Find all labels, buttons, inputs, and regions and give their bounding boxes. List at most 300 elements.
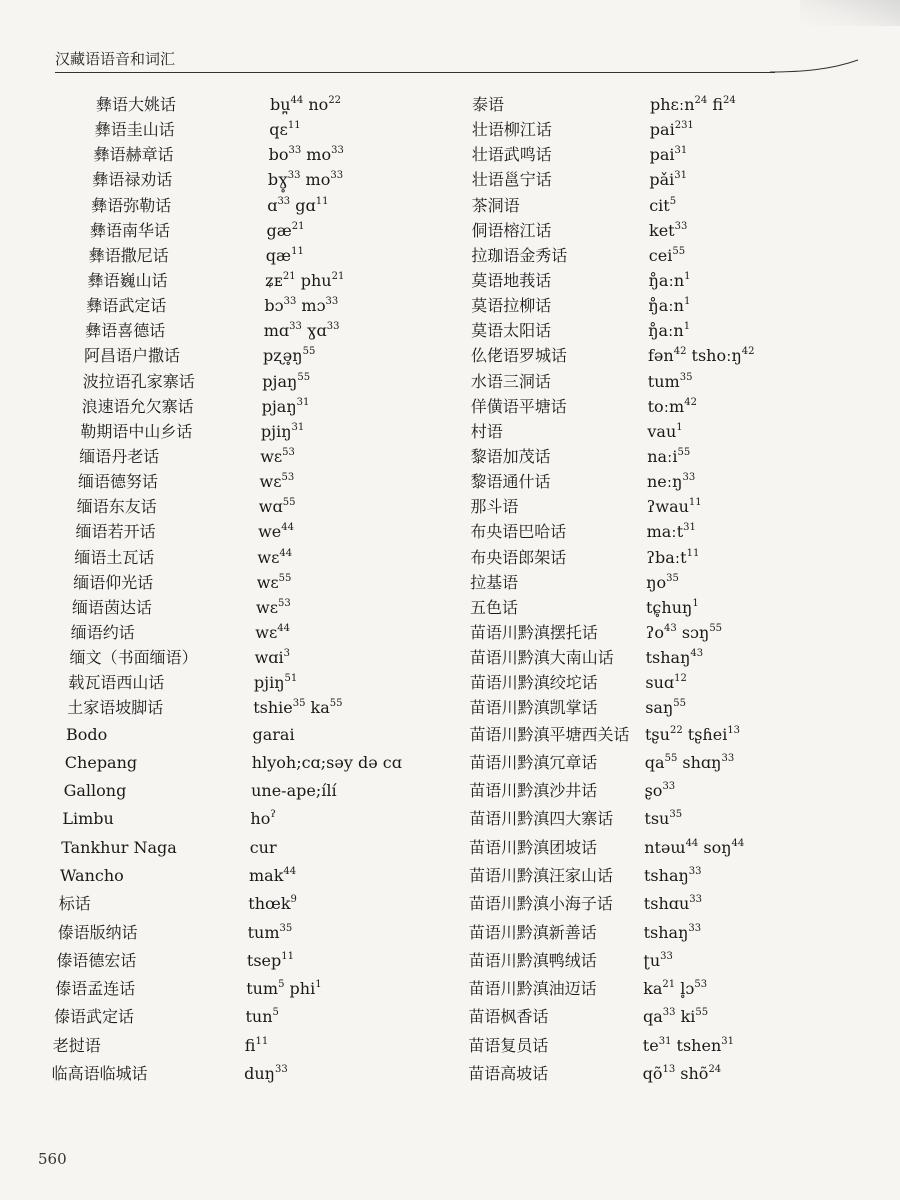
entry-row (468, 318, 888, 343)
syllable: hlyoh;cɑ;səy də cɑ (251, 752, 402, 772)
syllable: tʂɦei (682, 724, 728, 744)
language-name: 苗语川黔滇绞坨话 (469, 673, 598, 693)
phonetic-form (648, 369, 693, 394)
entry-row (468, 117, 888, 142)
language-name: 拉基语 (470, 572, 519, 592)
language-name: 彝语巍山话 (87, 270, 168, 290)
phonetic-form (269, 142, 344, 167)
entry-row (468, 545, 888, 570)
tone-mark: 33 (274, 1064, 288, 1076)
tone-mark: 35 (279, 922, 293, 934)
syllable: tshaŋ (643, 922, 689, 942)
entry-row (468, 570, 888, 595)
entry-row (0, 545, 460, 570)
language-name: 缅语仰光话 (73, 572, 154, 592)
entry-row (468, 862, 888, 890)
phonetic-form (266, 243, 304, 268)
syllable: tshaŋ (645, 648, 691, 668)
syllable: ŋ̊aːn (648, 270, 685, 290)
tone-mark: 42 (684, 396, 697, 408)
tone-mark: 1 (315, 979, 322, 991)
entry-row (0, 469, 460, 494)
phonetic-form (257, 545, 292, 570)
tone-mark: 11 (291, 245, 304, 257)
tone-mark: 21 (662, 979, 676, 991)
syllable: fən (648, 346, 674, 366)
language-name: 莫语地莪话 (471, 270, 552, 290)
phonetic-form (646, 570, 679, 595)
tone-mark: 11 (281, 950, 294, 962)
phonetic-form (250, 834, 277, 862)
phonetic-form (262, 369, 310, 394)
tone-mark: 33 (682, 472, 696, 484)
tone-mark: 33 (688, 922, 702, 934)
tone-mark: 44 (281, 522, 294, 534)
entry-row (0, 318, 460, 343)
entry-row (0, 167, 460, 192)
entry-row (468, 890, 888, 918)
phonetic-form (647, 519, 696, 544)
syllable: tshɑu (643, 894, 690, 914)
phonetic-form (255, 620, 290, 645)
tone-mark: 22 (328, 95, 342, 106)
syllable: tshoːŋ (686, 346, 742, 366)
syllable: sɔŋ (676, 622, 710, 642)
entry-row (0, 394, 460, 419)
language-name: 村语 (470, 421, 503, 441)
phonetic-form (262, 394, 310, 419)
entry-row (0, 343, 460, 368)
language-name: 水语三洞话 (470, 371, 551, 391)
phonetic-form (646, 645, 704, 670)
syllable: tum (647, 371, 680, 391)
entry-row (468, 1003, 888, 1031)
phonetic-form (270, 92, 341, 117)
language-name: 彝语武定话 (86, 296, 167, 316)
syllable: ʔo (645, 622, 665, 642)
tone-mark: 33 (283, 296, 297, 308)
syllable: ntəɯ (644, 837, 686, 857)
tone-mark: 12 (674, 673, 687, 685)
entry-row (0, 243, 460, 268)
entry-row (0, 862, 460, 890)
language-name: 临高语临城话 (51, 1064, 148, 1084)
syllable: tshie (253, 698, 293, 718)
syllable: shõ (675, 1064, 709, 1084)
language-name: 老挝语 (52, 1035, 101, 1055)
tone-mark: 1 (676, 421, 683, 433)
entry-row (468, 293, 888, 318)
phonetic-form (256, 595, 291, 620)
tone-mark: 11 (686, 547, 700, 559)
language-name: 佯僙语平塘话 (470, 396, 567, 416)
phonetic-form (643, 1060, 722, 1088)
phonetic-form (643, 947, 672, 975)
phonetic-form (644, 919, 702, 947)
tone-mark: 42 (741, 346, 755, 358)
language-name: 侗语榕江话 (471, 220, 552, 240)
syllable: ɑ (267, 195, 278, 215)
tone-mark: 33 (674, 220, 688, 232)
syllable: wɑi (254, 648, 284, 668)
phonetic-form (644, 805, 682, 833)
language-name: 苗语川黔滇四大寨话 (469, 809, 614, 829)
tone-mark: 33 (662, 781, 676, 793)
tone-mark: 231 (674, 120, 694, 132)
language-name: 波拉语孔家寨话 (82, 371, 195, 391)
phonetic-form (252, 749, 402, 777)
language-name: 拉珈语金秀话 (471, 245, 568, 265)
entry-row (0, 92, 460, 117)
phonetic-form (643, 1003, 708, 1031)
phonetic-form (650, 92, 736, 117)
tone-mark: 53 (694, 979, 708, 991)
tone-mark: 43 (664, 622, 677, 634)
tone-mark: 31 (674, 170, 688, 182)
tone-mark: 44 (283, 866, 297, 877)
syllable: gæ (266, 220, 292, 240)
tone-mark: 1 (692, 597, 699, 609)
phonetic-form (650, 142, 688, 167)
tone-mark: 55 (278, 572, 292, 584)
tone-mark: 55 (673, 698, 686, 710)
right-column (468, 92, 888, 1088)
phonetic-form (245, 1032, 268, 1060)
language-name: 苗语川黔滇沙井话 (469, 781, 598, 801)
phonetic-form (259, 494, 296, 519)
entry-row (468, 343, 888, 368)
entry-row (468, 268, 888, 293)
tone-mark: 11 (688, 497, 702, 509)
tone-mark: 21 (331, 270, 345, 282)
tone-mark: 33 (326, 321, 340, 333)
language-name: 黎语加茂话 (470, 446, 551, 466)
language-name: 苗语川黔滇鸭绒话 (468, 950, 597, 970)
language-name: 傣语武定话 (54, 1007, 135, 1027)
syllable: fi (244, 1035, 256, 1055)
language-name: Chepang (64, 752, 138, 772)
tone-mark: 44 (277, 622, 291, 634)
phonetic-form (646, 620, 722, 645)
entry-row (468, 695, 888, 720)
language-name: 苗语枫香话 (468, 1007, 549, 1027)
phonetic-form (645, 695, 686, 720)
language-name: 莫语太阳话 (471, 321, 552, 341)
syllable: tshaŋ (644, 866, 689, 885)
syllable: pai (649, 120, 675, 140)
syllable: bo (268, 145, 289, 165)
entry-row (0, 805, 460, 833)
language-name: 彝语南华话 (90, 220, 171, 240)
tone-mark: 24 (694, 95, 708, 106)
phonetic-form (247, 947, 294, 975)
syllable: tsu (644, 809, 670, 829)
phonetic-form (647, 444, 690, 469)
syllable: pǎi (649, 170, 675, 190)
syllable: garai (252, 724, 295, 744)
entry-row (0, 419, 460, 444)
language-name: 苗语川黔滇冗章话 (469, 752, 598, 772)
phonetic-form (646, 545, 699, 570)
syllable: duŋ (244, 1064, 275, 1084)
entry-row (468, 721, 888, 749)
syllable: ka (305, 698, 330, 718)
syllable: toːm (647, 396, 685, 416)
language-name: 阿昌语户撒话 (84, 346, 181, 366)
phonetic-form (254, 670, 297, 695)
phonetic-form (261, 419, 304, 444)
phonetic-form (267, 218, 305, 243)
language-name: 浪速语允欠寨话 (81, 396, 194, 416)
syllable: pjaŋ (262, 371, 298, 391)
syllable: neːŋ (647, 472, 683, 492)
syllable: maːt (646, 522, 684, 542)
phonetic-form (260, 469, 295, 494)
entry-row (0, 293, 460, 318)
entry-row (468, 947, 888, 975)
syllable: fi (707, 95, 724, 114)
tone-mark: 35 (292, 698, 306, 710)
phonetic-form (648, 343, 755, 368)
tone-mark: 5 (272, 1007, 279, 1019)
language-name: 泰语 (472, 95, 505, 114)
running-header (55, 44, 795, 74)
tone-mark: 44 (731, 837, 745, 849)
entry-row (0, 142, 460, 167)
entry-row (468, 494, 888, 519)
tone-mark: 11 (315, 195, 329, 207)
language-name: 苗语复员话 (468, 1035, 549, 1055)
entry-row (0, 570, 460, 595)
tone-mark: ʔ (270, 809, 276, 821)
syllable: mɔ (296, 296, 326, 316)
tone-mark: 42 (673, 346, 687, 358)
syllable: wɛ (260, 446, 283, 466)
entry-row (468, 167, 888, 192)
syllable: wɛ (257, 547, 280, 567)
syllable: une-ape;ílí (251, 781, 337, 801)
syllable: pjaŋ (261, 396, 297, 416)
phonetic-form (649, 268, 691, 293)
phonetic-form (269, 117, 300, 142)
tone-mark: 21 (282, 270, 296, 282)
tone-mark: 44 (685, 837, 699, 849)
entry-row (0, 695, 460, 720)
language-name: 五色话 (470, 597, 519, 617)
tone-mark: 13 (662, 1064, 676, 1076)
phonetic-form (257, 570, 292, 595)
tone-mark: 1 (683, 321, 691, 333)
entry-row (468, 975, 888, 1003)
tone-mark: 55 (282, 497, 296, 509)
syllable: soŋ (698, 837, 732, 857)
syllable: thœk (248, 894, 291, 914)
syllable: bɣ̥ (267, 170, 288, 190)
phonetic-form (255, 645, 290, 670)
language-name: 苗语川黔滇汪家山话 (469, 866, 614, 885)
tone-mark: 11 (287, 120, 301, 132)
tone-mark: 24 (708, 1064, 722, 1076)
tone-mark: 55 (297, 371, 311, 383)
entry-row (468, 243, 888, 268)
syllable: wɛ (259, 472, 282, 492)
entry-row (0, 890, 460, 918)
phonetic-form (648, 318, 690, 343)
entry-row (0, 1060, 460, 1088)
language-name: 苗语川黔滇摆托话 (469, 622, 598, 642)
entry-row (468, 142, 888, 167)
syllable: phɛːn (650, 95, 695, 114)
tone-mark: 35 (679, 371, 693, 383)
syllable: ʔbaːt (646, 547, 687, 567)
tone-mark: 55 (664, 752, 678, 764)
tone-mark: 55 (329, 698, 343, 710)
phonetic-form (643, 975, 707, 1003)
language-name: 苗语川黔滇大南山话 (469, 648, 614, 668)
syllable: te (642, 1035, 659, 1055)
syllable: pai (649, 145, 675, 165)
tone-mark: 31 (291, 421, 305, 433)
entry-row (468, 805, 888, 833)
syllable: ʔwau (646, 497, 689, 517)
syllable: no (303, 95, 329, 114)
tone-mark: 22 (669, 724, 683, 736)
entry-row (468, 595, 888, 620)
syllable: tsep (246, 950, 282, 970)
tone-mark: 13 (727, 724, 741, 736)
language-name: 莫语拉柳话 (471, 296, 552, 316)
phonetic-form (647, 469, 695, 494)
phonetic-form (648, 394, 697, 419)
phonetic-form (250, 805, 275, 833)
tone-mark: 1 (683, 296, 691, 308)
phonetic-form (645, 670, 687, 695)
phonetic-form (645, 777, 676, 805)
language-name: 苗语高坡话 (468, 1064, 549, 1084)
language-name: 彝语大姚话 (96, 95, 177, 114)
phonetic-form (253, 721, 295, 749)
entry-row (468, 645, 888, 670)
syllable: qa (643, 1007, 663, 1027)
language-name: 壮语柳江话 (471, 120, 552, 140)
phonetic-form (649, 243, 685, 268)
syllable: wɛ (255, 622, 278, 642)
syllable: ho (250, 809, 271, 829)
tone-mark: 31 (658, 1035, 672, 1047)
phonetic-form (267, 193, 328, 218)
language-name: 缅语若开话 (75, 522, 156, 542)
entry-row (0, 919, 460, 947)
tone-mark: 35 (666, 572, 679, 584)
entry-row (468, 670, 888, 695)
entry-row (0, 620, 460, 645)
language-name: 苗语川黔滇新善话 (468, 922, 597, 942)
language-name: Gallong (63, 781, 127, 801)
syllable: cur (249, 837, 277, 857)
language-name: 彝语弥勒话 (91, 195, 172, 215)
language-name: Bodo (66, 724, 108, 744)
entry-row (0, 444, 460, 469)
language-name: 缅文（书面缅语） (69, 648, 198, 668)
phonetic-form (264, 318, 340, 343)
language-name: 壮语邕宁话 (471, 170, 552, 190)
page-corner-shadow (800, 0, 900, 26)
syllable: cei (648, 245, 673, 265)
syllable: ʂo (644, 781, 663, 801)
syllable: qæ (265, 245, 292, 265)
language-name: 傣语德宏话 (56, 950, 137, 970)
syllable: ŋo (646, 572, 667, 592)
phonetic-form (263, 343, 315, 368)
language-name: 黎语通什话 (470, 472, 551, 492)
entry-row (0, 1003, 460, 1031)
phonetic-form (260, 444, 295, 469)
phonetic-form (248, 919, 293, 947)
language-name: 缅语东友话 (76, 497, 157, 517)
phonetic-form (649, 218, 687, 243)
phonetic-form (646, 595, 699, 620)
header-rule-curve (770, 58, 860, 80)
language-name: Tankhur Naga (61, 837, 177, 857)
language-name: 傣语孟连话 (55, 979, 136, 999)
tone-mark: 5 (669, 195, 677, 207)
syllable: mak (249, 866, 284, 885)
tone-mark: 53 (277, 597, 291, 609)
entry-row (0, 975, 460, 1003)
syllable: phu (295, 270, 332, 290)
phonetic-form (258, 519, 294, 544)
entry-row (0, 369, 460, 394)
syllable: mɑ (263, 321, 290, 341)
tone-mark: 44 (290, 95, 304, 106)
language-name: 彝语圭山话 (94, 120, 175, 140)
left-column (0, 92, 460, 1088)
phonetic-form (265, 268, 344, 293)
phonetic-form (647, 494, 702, 519)
syllable: we (258, 522, 282, 542)
tone-mark: 33 (330, 170, 344, 182)
tone-mark: 53 (281, 472, 295, 484)
tone-mark: 55 (677, 446, 691, 458)
syllable: qa (644, 752, 665, 772)
entry-row (0, 721, 460, 749)
syllable: qɛ (269, 120, 288, 140)
syllable: ɣɑ (301, 321, 327, 341)
syllable: pjiŋ (253, 673, 285, 693)
tone-mark: 31 (721, 1035, 734, 1047)
tone-mark: 33 (662, 1007, 676, 1019)
phonetic-form (246, 975, 321, 1003)
language-name: 仫佬语罗城话 (471, 346, 568, 366)
language-name: 缅语德努话 (78, 472, 159, 492)
phonetic-form (650, 117, 694, 142)
language-name: 缅语茵达话 (72, 597, 153, 617)
tone-mark: 51 (284, 673, 298, 685)
entry-row (468, 469, 888, 494)
header-rule (55, 72, 775, 73)
language-name: 勒期语中山乡话 (80, 421, 193, 441)
phonetic-form (643, 1032, 734, 1060)
phonetic-form (644, 890, 702, 918)
language-name: 彝语禄劝话 (92, 170, 173, 190)
entry-row (0, 1032, 460, 1060)
phonetic-form (648, 293, 690, 318)
syllable: mo (300, 170, 331, 190)
syllable: bɔ (264, 296, 284, 316)
tone-mark: 9 (290, 894, 297, 906)
syllable: saŋ (645, 698, 674, 718)
language-name: Wancho (60, 866, 124, 885)
